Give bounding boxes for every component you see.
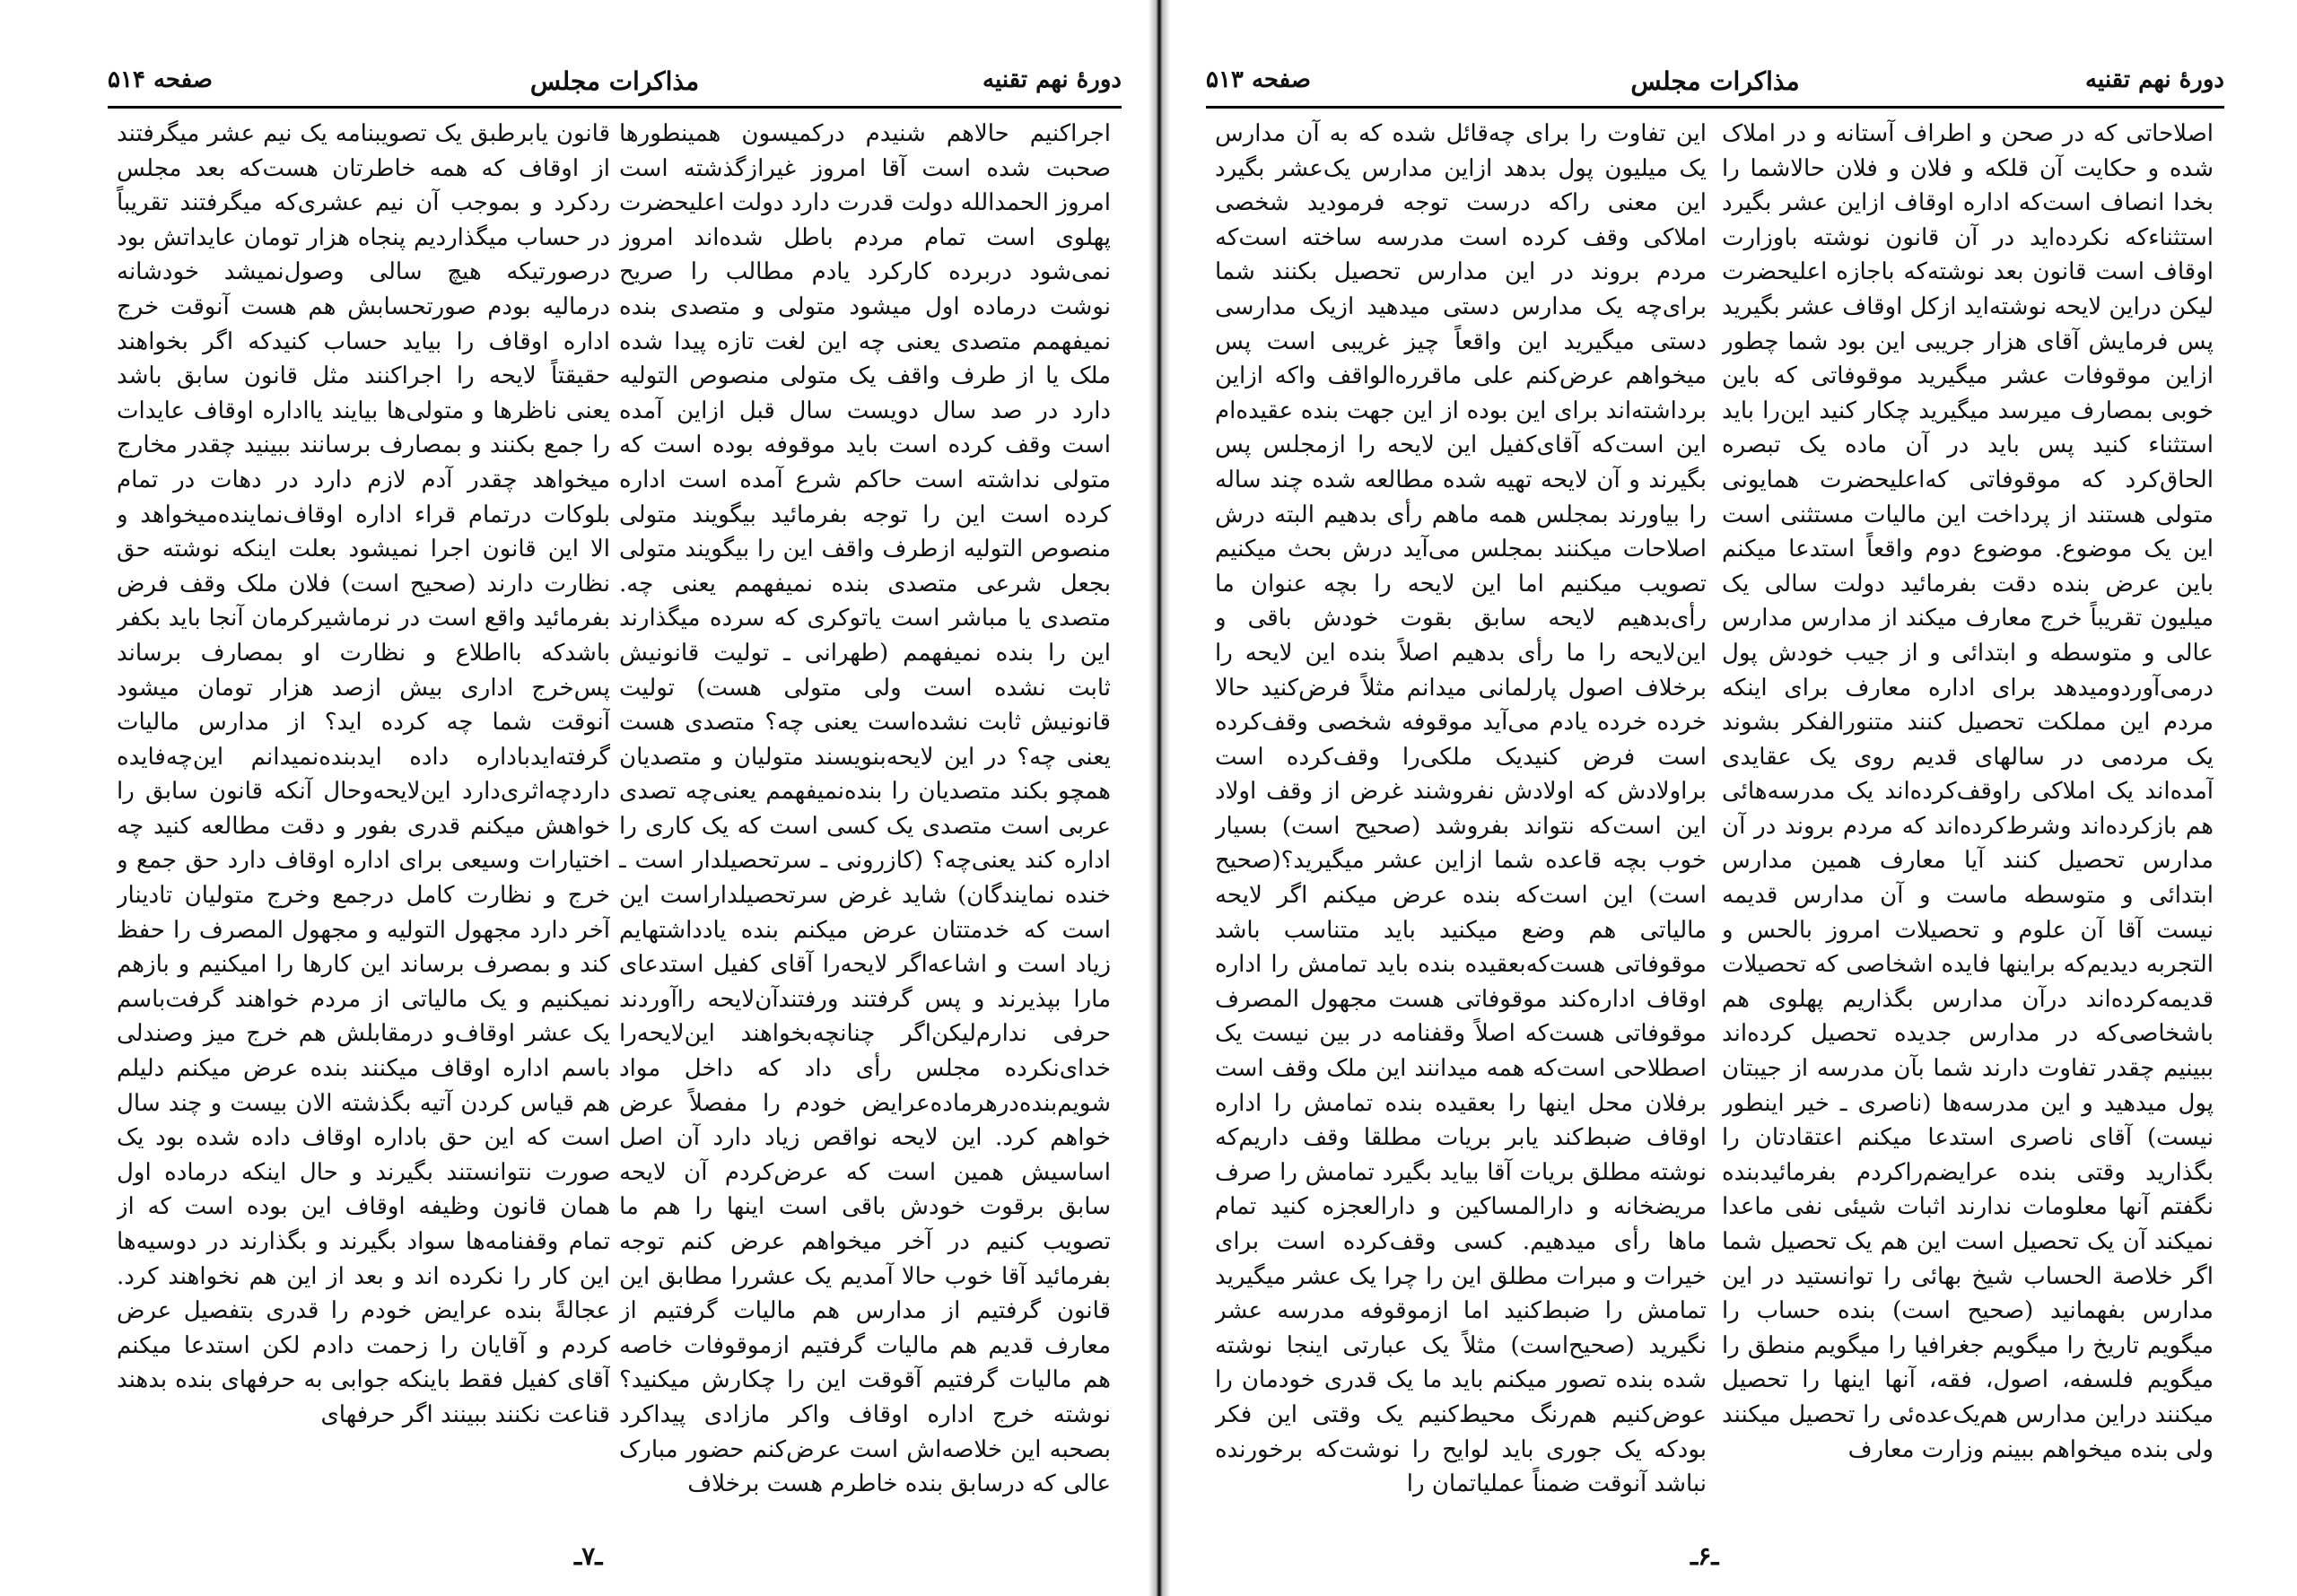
paragraph: اجراکنیم حالاهم شنیدم درکمیسون همینطورها صحبت شده است آقا امروز غیرازگذشته است امروز الحمدالله دولت قدرت دارد دولت اعلیحضرت پهلوی است تمام مردم باطل شده‌اند امروز نمی‌شود دربرده کارکرد یادم مطالب را صریح نوشت درماده اول میشود متولی و متصدی بنده نمیفهمم متصدی یعنی چه این لغت تازه پیدا شده ملک یا از طرف واقف یک متولی منصوص التولیه دارد در صد سال دویست سال قبل ازاین آمده است وقف کرده است باید موقوفه بوده است که متولی نداشته است حاکم شرع آمده است اداره کرده است این را توجه بفرمائید بیگویند متولی منصوص التولیه ازطرف واقف این را بیگویند متولی بجعل شرعی متصدی بنده نمیفهمم یعنی چه. متصدی یا مباشر است یاتوکری که سرده میگذارند این را بنده نمیفهمم (طهرانی ـ تولیت قانونیش ثابت نشده است ولی متولی هست) تولیت قانونیش ثابت نشده‌است یعنی چه؟ متصدی هست یعنی چه؟ در این لایحه‌بنویسند متولیان و متصدیان همچو بکند متصدیان را بنده‌نمیفهمم یعنی‌چه تصدی عربی است متصدی یک کسی است که یک کاری را اداره کند یعنی‌چه؟ (کازرونی ـ سرتحصیلدار است ـ خنده نمایندگان) شاید غرض سرتحصیلداراست این است که خدمتتان عرض میکنم بنده یادداشتهایم زیاد است و اشاعه‌اگر لایحه‌را آقای کفیل استدعای مارا بپذیرند و پس گرفتند ورفتندآن‌لایحه را‌آوردند حرفی ندارم‌لیکن‌اگر چنانچه‌بخواهند این‌لایحه‌را خدای‌نکرده مجلس رأی داد که داخل مواد شویم‌بنده‌درهرماده‌عرایض خودم را مفصلاً عرض خواهم کرد. این لایحه نواقص زیاد دارد آن اصل اساسیش همین است که عرض‌کردم آن لایحه سابق برقوت خودش باقی است اینها را هم ما تصویب کنیم در آخر میخواهم عرض کنم توجه بفرمائید آقا خوب حالا آمدیم یک عشررا مطابق این قانون گرفتیم از مدارس هم مالیات گرفتیم از معارف قدیم هم مالیات گرفتیم ازموقوفات خاصه هم مالیات گرفتیم آقوقت این را چکارش میکنید؟ نوشته خرج اداره اوقاف واکر مازادی پیداکرد بصحبه این خلاصه‌اش است عرض‌کنم حضور مبارک عالی که درسابق بنده خاطرم هست برخلاف — [619, 120, 1111, 1498]
text-column-left — [117, 117, 610, 1507]
header-page-number: صفحه ۵۱۳ — [1206, 66, 1311, 93]
right-page — [1170, 0, 2297, 1596]
header-session: دورهٔ نهم تقنیه — [983, 66, 1122, 93]
header-session: دورهٔ نهم تقنیه — [2085, 66, 2224, 93]
header-title: مذاکرات مجلس — [1630, 66, 1800, 96]
paragraph: این تفاوت را برای چه‌قائل شده که به آن مدارس یک میلیون پول بدهد ازاین مدارس یک‌عشر بگیرد این معنی راکه درست توجه فرمودید شخصی املاکی وقف کرده است مدرسه ساخته است‌که مردم بروند در این مدارس تحصیل بکنند شما برای‌چه یک مدارس دستی میدهید ازیک مدارسی دستی میگیرید این واقعاً چیز غریبی است پس میخواهم عرض‌کنم علی ماقرره‌الواقف واکه ازاین برداشته‌اند برای این بوده از این جهت بنده عقیده‌ام این است‌که آقای‌کفیل این لایحه را ازمجلس پس بگیرند و آن لایحه تهیه شده مطالعه شده چند ساله را بیاورند بمجلس همه ماهم رأی بدهیم البته درش اصلاحات میکنند بمجلس می‌آید درش بحث میکنیم تصویب میکنیم اما این لایحه را بچه عنوان ما رأی‌بدهیم لایحه سابق بقوت خودش باقی و این‌لایحه را ما رأی بدهیم اصلاً بنده این لایحه را برخلاف اصول پارلمانی میدانم مثلاً فرض‌کنید حالا خرده خرده یادم می‌آید موقوفه شخصی وقف‌کرده است فرض کنیدیک ملکی‌را وقف‌کرده است براولادش که اولادش نفروشند غرض از وقف اولاد این است‌که نتواند بفروشد (صحیح است) بسیار خوب بچه قاعده شما ازاین عشر میگیرید؟(صحیح است) این است‌که بنده عرض میکنم اگر لایحه مالیاتی هم وضع میکنید باید متناسب باشد موقوفاتی هست‌که‌بعقیده بنده باید تمامش را اداره اوقاف اداره‌کند موقوفاتی هست مجهول المصرف موقوفاتی هست‌که اصلاً وقفنامه در بین نیست یک اصطلاحی است‌که همه میدانند این ملک وقف است برفلان محل اینها را بعقیده بنده تمامش را اداره اوقاف ضبط‌کند یابر بریات مطلقا وقف داریم‌که نوشته مطلق بریات آقا بیاید بگیرد تمامش را صرف مریضخانه و دارالمساکین و دارالعجزه کنید تمام ماها رأی میدهیم. کسی وقف‌کرده است برای خیرات و مبرات مطلق این را چرا یک عشر میگیرید تمامش را ضبط‌کنید اما ازموقوفه مدرسه عشر نگیرید (صحیح‌است) مثلاً یک عبارتی اینجا نوشته شده بنده تصور میکنم باید ما یک قدری خودمان را عوض‌کنیم هم‌رنگ محیط‌کنیم یک وقتی این فکر بود‌که یک جوری باید لوایح را نوشت‌که برخورنده نباشد آنوقت ضمناً عملیاتمان را — [1215, 120, 1707, 1498]
text-column-right — [1722, 117, 2214, 1507]
paragraph: قانون یابرطبق یک تصویبنامه یک نیم عشر میگرفتند از اوقاف که همه خاطرتان هست‌که بعد مجلس ردکرد و بموجب آن نیم عشری‌که میگرفتند تقریباً در حساب میگذاردیم پنجاه هزار تومان عایداتش بود درصورتیکه هیچ سالی وصول‌نمیشد خودشانه درماليه بودم صورتحسابش هم هست آنوقت خرج اداره اوقاف را بیاید حساب کنیدکه اگر بخواهند حقیقتاً لایحه را اجراکنند مثل قانون سابق باشد یعنی ناظرها و متولی‌ها بیایند یااداره اوقاف عایدات را جمع بکنند و بمصارف برسانند ببینید چقدر مخارج میخواهد چقدر آدم لازم دارد در دهات در تمام بلوکات درتمام قراء اداره اوقاف‌نماینده‌میخواهد و الا این قانون اجرا نمیشود بعلت اینکه نوشته حق نظارت دارند (صحیح است) فلان ملک وقف فرض بفرمائید واقع است در نرماشیر‌کرمان آنجا باید بکفر باشدکه بااطلاع و نظارت او بمصارف برساند پس‌خرج اداری بیش ازصد هزار تومان میشود آنوقت شما چه کرده اید؟ از مدارس مالیات گرفته‌اید‌باداره داده اید‌بنده‌نمیدانم این‌چه‌فایده داردچه‌اثری‌دارد این‌لایحه‌وحال آنکه قانون سابق را خواهش میکنم قدری بفور و دقت مطالعه کنید چه اختیارات وسیعی برای اداره اوقاف دارد حق جمع و خرج و نظارت کامل درجمع وخرج متولیان تادینار آخر دارد مجهول التولیه و مجهول المصرف را حفظ کند و بمصرف برساند این کارها را امیکنیم و بازهم نمیکنیم و یک مالیاتی از مردم خواهند گرفت‌باسم یک عشر اوقاف‌و درمقابلش هم خرج میز وصندلی باسم اداره اوقاف میکنند بنده عرض میکنم دلیلم هم قیاس کردن آتیه بگذشته الان بیست و چند سال است که این حق باداره اوقاف داده شده بود یک صورت نتوانستند بگیرند و حال اینکه درماده اول همان قانون وظیفه اوقاف این بوده است که از تمام وقفنامه‌ها سواد بگیرند و بگذارند در دوسیه‌ها این کار را نکرده اند و بعد از این هم نخواهند کرد. عجالةً بنده عرایض خودم را قدری بتفصیل عرض کردم و آقایان را زحمت دادم لکن استدعا میکنم آقای کفیل فقط باینکه جوابی به حرفهای بنده بدهند قناعت نکنند ببینند اگر حرفهای — [117, 120, 610, 1428]
book-gutter — [1148, 0, 1170, 1596]
running-header — [1206, 61, 2224, 109]
running-header — [108, 61, 1122, 109]
folio-number: ـ۶ـ — [1690, 1541, 1719, 1571]
header-title: مذاکرات مجلس — [529, 66, 700, 96]
text-column-right — [619, 117, 1111, 1507]
text-column-left — [1215, 117, 1707, 1507]
paragraph: اصلاحاتی که در صحن و اطراف آستانه و در املاک شده و حکایت آن قلکه و فلان و فلان حالاشما را بخدا انصاف است‌که اداره اوقاف ازاین عشر بگیرد استثناءکه نکرده‌اید در آن قانون نوشته باوزارت اوقاف است قانون بعد نوشته‌که باجازه اعلیحضرت لیکن دراین لایحه نوشته‌اید ازکل اوقاف عشر بگیرید پس فرمایش آقای هزار جریبی این بود شما چطور ازاین موقوفات عشر میگیرید موقوفاتی که باین خوبی بمصارف میرسد میگیرید چکار کنید این‌را باید استثناء کنید پس باید در آن ماده یک تبصره الحاق‌کرد که موقوفاتی که‌اعلیحضرت همایونی متولی هستند از پرداخت این مالیات مستثنی است این یک موضوع. موضوع دوم واقعاً استدعا میکنم باین عرض بنده دقت بفرمائید دولت سالی یک میلیون تقریباً خرج معارف میکند از مدارس مدارس عالی و متوسطه و ابتدائی و از جیب خودش پول درمی‌آوردومیدهد برای اداره معارف برای اینکه مردم این مملکت تحصیل کنند متنورالفکر بشوند یک مردمی در سالهای قدیم روی یک عقایدی آمده‌اند یک املاکی راوقف‌کرده‌اند یک مدرسه‌هائی هم بازکرده‌اند وشرط‌کرده‌اند که مردم بروند در آن مدارس تحصیل کنند آیا معارف همین مدارس ابتدائی و متوسطه ماست و آن مدارس قدیمه نیست آقا آن علوم و تحصیلات امروز بالحس و التجربه دیدیم‌که براینها فایده اشخاصی که تحصیلات قدیمه‌کرده‌اند درآن مدارس بگذاریم پهلوی هم باشخاصی‌که در مدارس جدیده تحصیل کرده‌اند ببینیم چقدر تفاوت دارند شما بآن مدرسه از جیبتان پول میدهید و این مدرسه‌ها (ناصری ـ خیر اینطور نیست) آقای ناصری استدعا میکنم اعتقادتان را بگذارید وقتی بنده عرایضم‌را‌کردم بفرمائیدبنده نگفتم آنها معلومات ندارند اثبات شیئی نفی ماعدا نمیکند آن یک تحصیل است این هم یک تحصیل شما اگر خلاصة الحساب شیخ بهائی را توانستید در این مدارس بفهمانید (صحیح است) بنده حساب را میگویم تاریخ را میگویم جغرافیا را میگویم منطق را میگویم فلسفه، اصول، فقه، آنها اینها را تحصیل میکنند دراین مدارس هم‌یک‌عده‌ئی را تحصیل میکنند ولی بنده میخواهم ببینم وزارت معارف — [1722, 120, 2214, 1463]
folio-number: ـ۷ـ — [574, 1541, 603, 1571]
header-page-number: صفحه ۵۱۴ — [108, 66, 213, 93]
